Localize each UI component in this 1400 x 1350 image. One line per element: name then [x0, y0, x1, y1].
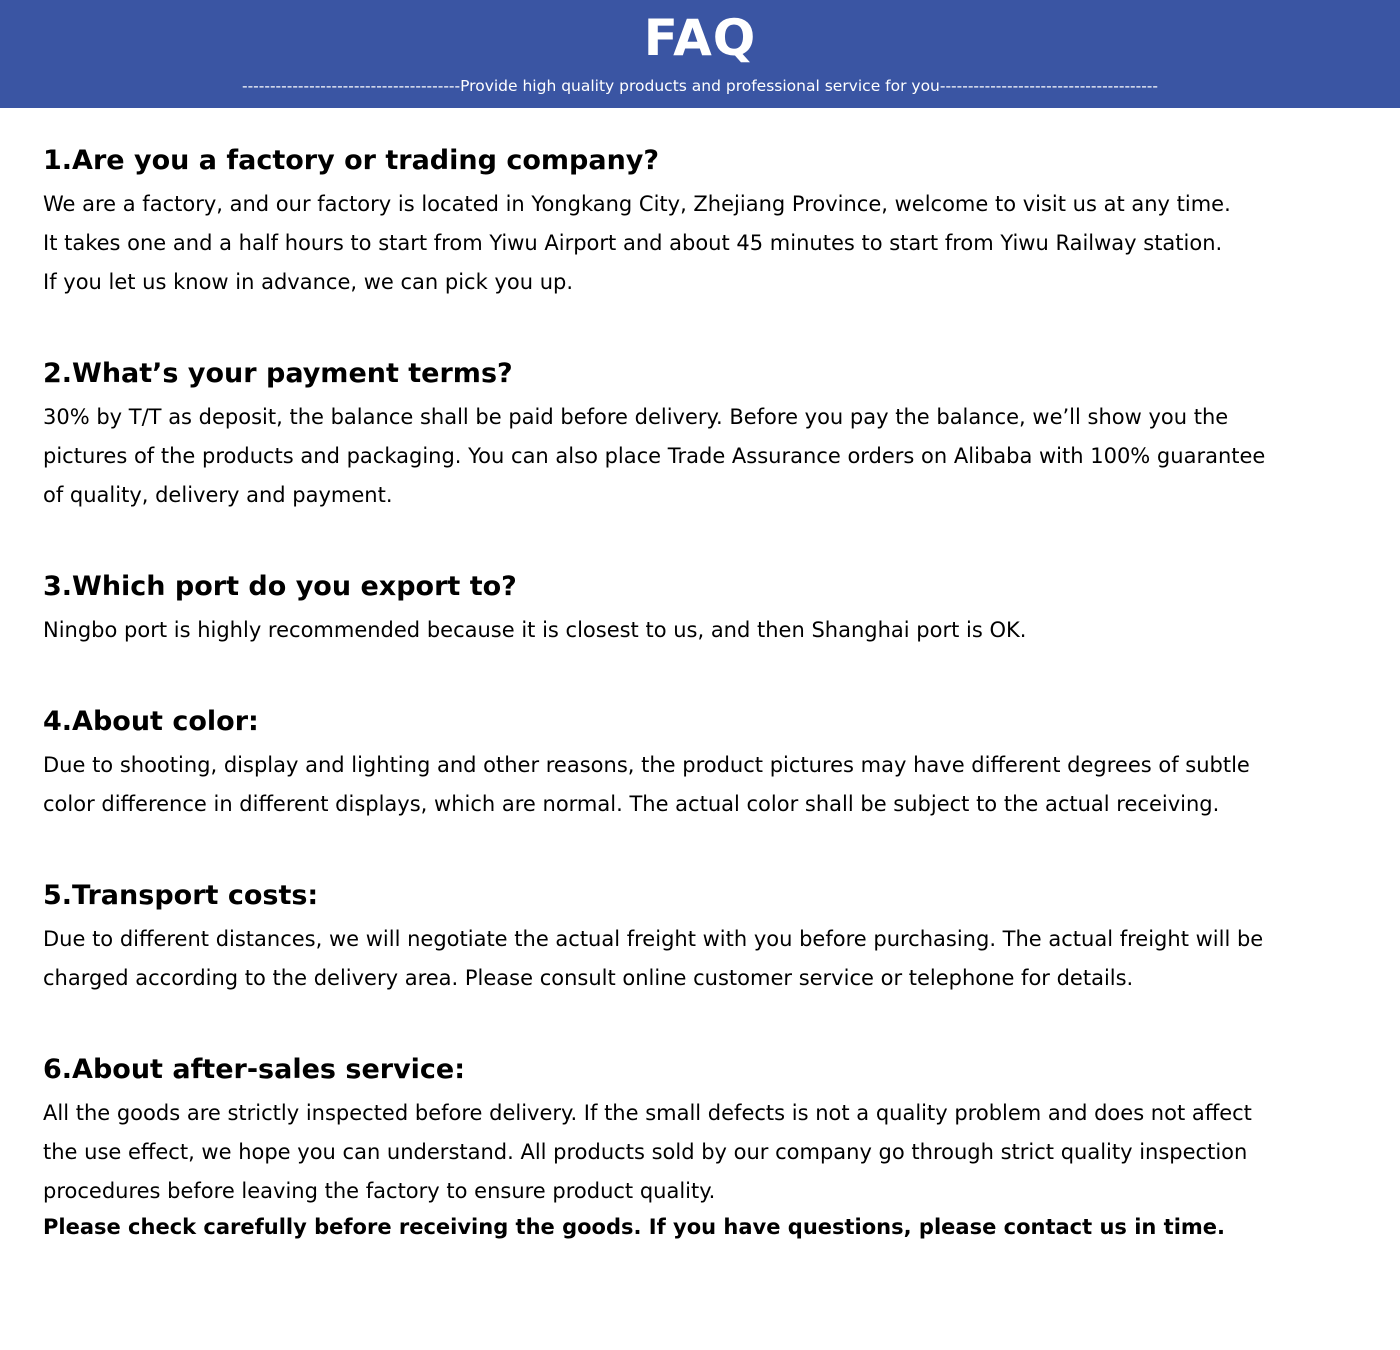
faq-answer [43, 746, 1363, 824]
page-title: FAQ [643, 9, 757, 67]
faq-question: 5.Transport costs: [43, 880, 319, 911]
faq-answer-line: procedures before leaving the factory to ensure product quality. [43, 1179, 716, 1203]
faq-answer-line: If you let us know in advance, we can pick you up. [43, 270, 574, 294]
faq-answer-line: We are a factory, and our factory is located in Yongkang City, Zhejiang Province, welcome to visit us at any time. [43, 192, 1231, 216]
header-banner [0, 0, 1400, 108]
faq-answer-line: pictures of the products and packaging. You can also place Trade Assurance orders on Alibaba with 100% guarantee [43, 444, 1266, 468]
faq-item [43, 700, 1363, 824]
faq-answer-line: Due to different distances, we will negotiate the actual freight with you before purchasing. The actual freight will be [43, 927, 1264, 951]
faq-question: 3.Which port do you export to? [43, 571, 517, 602]
faq-list [43, 139, 1363, 1261]
faq-answer [43, 1094, 1363, 1211]
faq-item [43, 565, 1363, 650]
faq-answer-line: charged according to the delivery area. Please consult online customer service or telephone for details. [43, 966, 1134, 990]
faq-answer-line: color difference in different displays, which are normal. The actual color shall be subject to the actual receiving. [43, 792, 1220, 816]
faq-question: 2.What’s your payment terms? [43, 358, 513, 389]
page-subtitle: ---------------------------------------Provide high quality products and professional service for you--------------------------------------- [241, 77, 1158, 95]
footer-notice: Please check carefully before receiving the goods. If you have questions, please contact us in time. [43, 1215, 1226, 1239]
faq-answer-line: It takes one and a half hours to start from Yiwu Airport and about 45 minutes to start from Yiwu Railway station. [43, 231, 1223, 255]
faq-item [43, 1048, 1363, 1211]
faq-item [43, 874, 1363, 998]
faq-answer-line: Ningbo port is highly recommended because it is closest to us, and then Shanghai port is OK. [43, 618, 1027, 642]
faq-item [43, 139, 1363, 302]
faq-answer [43, 185, 1363, 302]
faq-answer-line: the use effect, we hope you can understand. All products sold by our company go through strict quality inspection [43, 1140, 1248, 1164]
faq-question: 6.About after-sales service: [43, 1054, 466, 1085]
faq-item [43, 352, 1363, 515]
faq-answer-line: All the goods are strictly inspected before delivery. If the small defects is not a quality problem and does not affect [43, 1101, 1252, 1125]
faq-answer-line: Due to shooting, display and lighting and other reasons, the product pictures may have different degrees of subtle [43, 753, 1250, 777]
faq-answer-line: of quality, delivery and payment. [43, 483, 393, 507]
faq-answer [43, 920, 1363, 998]
faq-answer [43, 611, 1363, 650]
faq-question: 1.Are you a factory or trading company? [43, 145, 660, 176]
faq-answer [43, 398, 1363, 515]
faq-answer-line: 30% by T/T as deposit, the balance shall be paid before delivery. Before you pay the balance, we’ll show you the [43, 405, 1229, 429]
faq-question: 4.About color: [43, 706, 259, 737]
